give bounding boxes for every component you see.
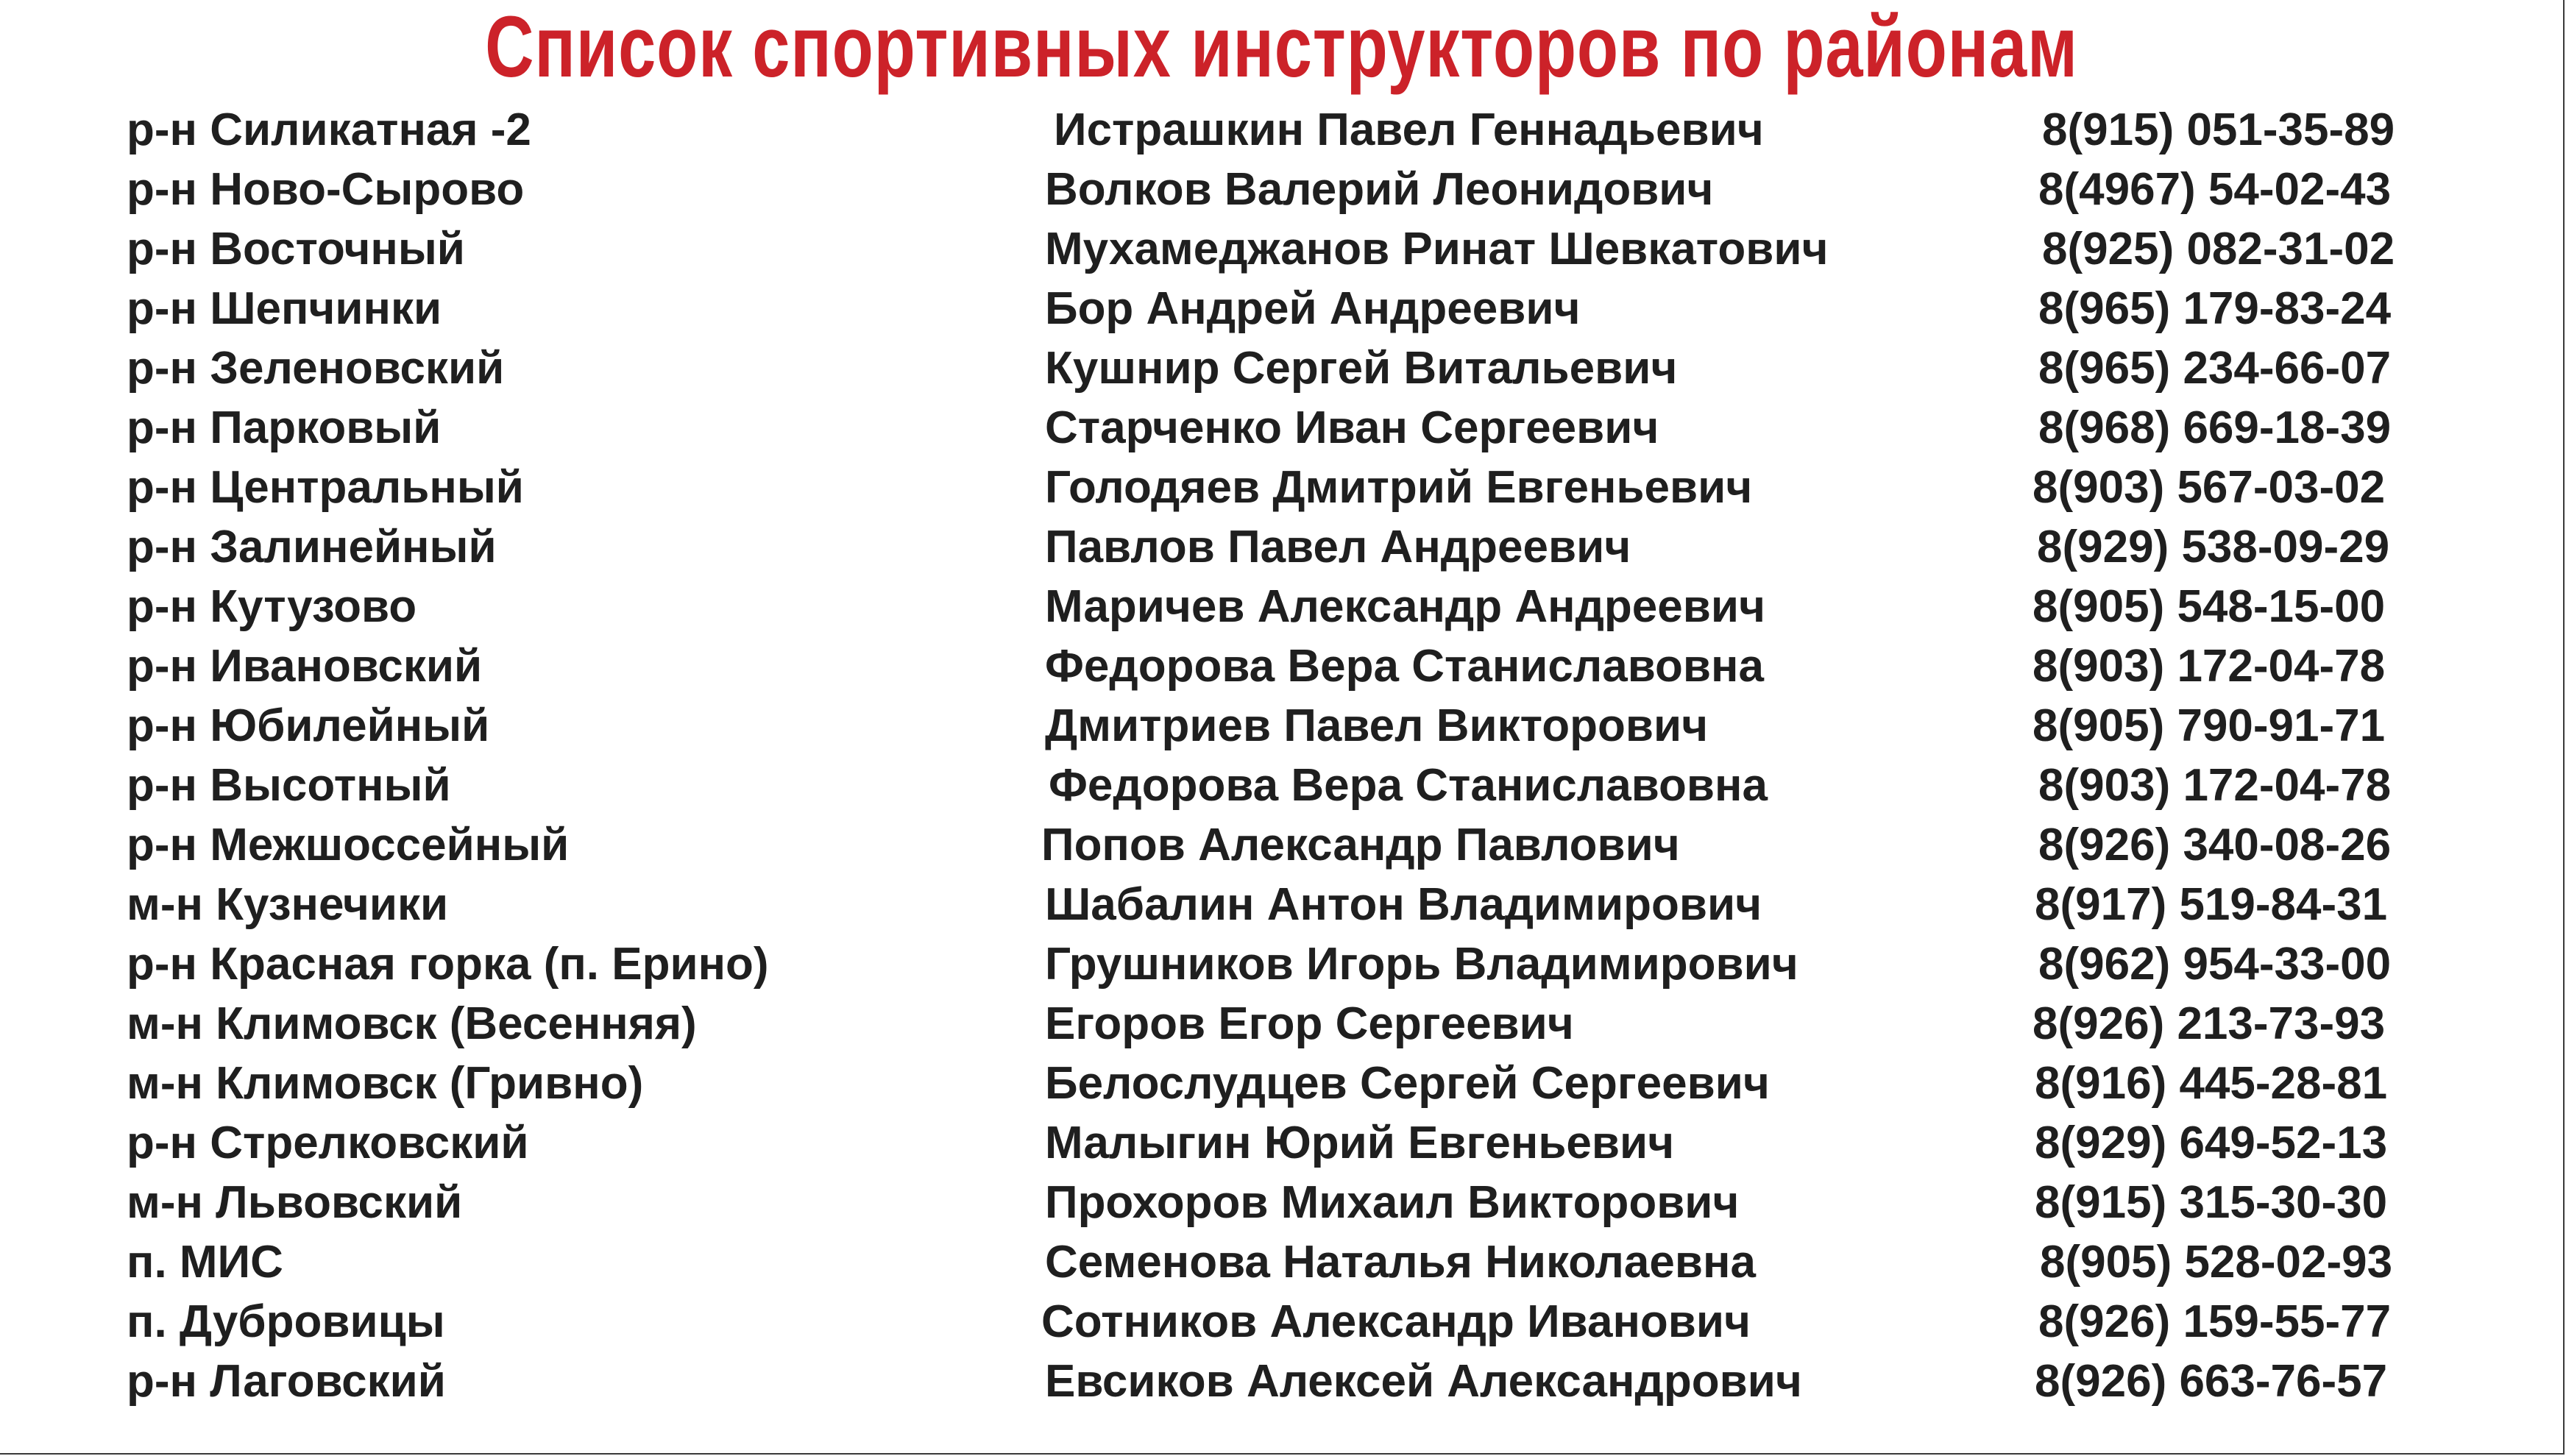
instructor-name: Семенова Наталья Николаевна bbox=[1045, 1237, 1756, 1288]
instructor-name: Старченко Иван Сергеевич bbox=[1045, 402, 1659, 453]
instructor-name: Истрашкин Павел Геннадьевич bbox=[1054, 104, 1764, 155]
district-label: р-н Межшоссейный bbox=[127, 820, 570, 870]
phone-number: 8(915) 315-30-30 bbox=[2035, 1177, 2388, 1228]
instructor-name: Федорова Вера Станиславовна bbox=[1049, 760, 1768, 811]
instructor-name: Шабалин Антон Владимирович bbox=[1045, 879, 1762, 930]
phone-number: 8(965) 234-66-07 bbox=[2038, 343, 2392, 394]
phone-number: 8(926) 663-76-57 bbox=[2035, 1356, 2388, 1407]
district-label: м-н Львовский bbox=[127, 1177, 463, 1228]
instructor-name: Попов Александр Павлович bbox=[1041, 820, 1680, 870]
instructor-name: Волков Валерий Леонидович bbox=[1045, 164, 1714, 215]
list-item bbox=[0, 517, 2563, 577]
instructor-name: Малыгин Юрий Евгеньевич bbox=[1045, 1118, 1675, 1168]
phone-number: 8(4967) 54-02-43 bbox=[2038, 164, 2392, 215]
instructor-name: Евсиков Алексей Александрович bbox=[1045, 1356, 1802, 1407]
list-item bbox=[0, 219, 2563, 279]
phone-number: 8(965) 179-83-24 bbox=[2038, 283, 2392, 334]
district-label: р-н Юбилейный bbox=[127, 700, 490, 751]
district-label: р-н Красная горка (п. Ерино) bbox=[127, 939, 769, 990]
list-item bbox=[0, 994, 2563, 1054]
list-item bbox=[0, 875, 2563, 934]
phone-number: 8(903) 172-04-78 bbox=[2038, 760, 2392, 811]
phone-number: 8(929) 649-52-13 bbox=[2035, 1118, 2388, 1168]
phone-number: 8(926) 159-55-77 bbox=[2038, 1296, 2392, 1347]
instructor-name: Егоров Егор Сергеевич bbox=[1045, 998, 1574, 1049]
district-label: р-н Лаговский bbox=[127, 1356, 446, 1407]
list-item bbox=[0, 458, 2563, 517]
instructor-name: Кушнир Сергей Витальевич bbox=[1045, 343, 1678, 394]
list-item bbox=[0, 756, 2563, 815]
list-item bbox=[0, 160, 2563, 219]
phone-number: 8(905) 528-02-93 bbox=[2040, 1237, 2393, 1288]
district-label: м-н Кузнечики bbox=[127, 879, 449, 930]
list-item bbox=[0, 636, 2563, 696]
district-label: п. МИС bbox=[127, 1237, 283, 1288]
page-title: Список спортивных инструкторов по районам bbox=[485, 0, 2078, 96]
instructor-name: Дмитриев Павел Викторович bbox=[1045, 700, 1709, 751]
phone-number: 8(926) 213-73-93 bbox=[2032, 998, 2386, 1049]
district-label: п. Дубровицы bbox=[127, 1296, 445, 1347]
district-label: р-н Шепчинки bbox=[127, 283, 442, 334]
list-item bbox=[0, 696, 2563, 756]
instructor-name: Голодяев Дмитрий Евгеньевич bbox=[1045, 462, 1753, 513]
list-item bbox=[0, 1113, 2563, 1173]
instructor-name: Мухамеджанов Ринат Шевкатович bbox=[1045, 224, 1829, 274]
list-item bbox=[0, 100, 2563, 160]
phone-number: 8(903) 172-04-78 bbox=[2032, 641, 2386, 692]
list-item bbox=[0, 398, 2563, 458]
list-item bbox=[0, 815, 2563, 875]
phone-number: 8(968) 669-18-39 bbox=[2038, 402, 2392, 453]
instructor-name: Павлов Павел Андреевич bbox=[1045, 522, 1631, 572]
district-label: р-н Ивановский bbox=[127, 641, 483, 692]
instructor-name: Федорова Вера Станиславовна bbox=[1045, 641, 1764, 692]
list-item bbox=[0, 1292, 2563, 1352]
list-item bbox=[0, 1232, 2563, 1292]
district-label: р-н Восточный bbox=[127, 224, 465, 274]
district-label: р-н Кутузово bbox=[127, 581, 417, 632]
district-label: р-н Парковый bbox=[127, 402, 442, 453]
phone-number: 8(929) 538-09-29 bbox=[2037, 522, 2390, 572]
phone-number: 8(915) 051-35-89 bbox=[2042, 104, 2395, 155]
list-item bbox=[0, 934, 2563, 994]
instructor-name: Маричев Александр Андреевич bbox=[1045, 581, 1765, 632]
instructor-name: Бор Андрей Андреевич bbox=[1045, 283, 1581, 334]
instructor-name: Белослудцев Сергей Сергеевич bbox=[1045, 1058, 1770, 1109]
district-label: р-н Центральный bbox=[127, 462, 524, 513]
phone-number: 8(926) 340-08-26 bbox=[2038, 820, 2392, 870]
district-label: р-н Ново-Сырово bbox=[127, 164, 525, 215]
instructor-name: Сотников Александр Иванович bbox=[1041, 1296, 1751, 1347]
district-label: р-н Зеленовский bbox=[127, 343, 505, 394]
list-item bbox=[0, 338, 2563, 398]
list-item bbox=[0, 279, 2563, 338]
district-label: м-н Климовск (Весенняя) bbox=[127, 998, 697, 1049]
phone-number: 8(917) 519-84-31 bbox=[2035, 879, 2388, 930]
district-label: р-н Высотный bbox=[127, 760, 451, 811]
district-label: р-н Стрелковский bbox=[127, 1118, 529, 1168]
district-label: р-н Силикатная -2 bbox=[127, 104, 531, 155]
instructor-name: Грушников Игорь Владимирович bbox=[1045, 939, 1798, 990]
phone-number: 8(916) 445-28-81 bbox=[2035, 1058, 2388, 1109]
phone-number: 8(925) 082-31-02 bbox=[2042, 224, 2395, 274]
instructor-name: Прохоров Михаил Викторович bbox=[1045, 1177, 1740, 1228]
phone-number: 8(903) 567-03-02 bbox=[2032, 462, 2386, 513]
list-item bbox=[0, 577, 2563, 636]
phone-number: 8(905) 548-15-00 bbox=[2032, 581, 2386, 632]
list-item bbox=[0, 1352, 2563, 1411]
list-item bbox=[0, 1054, 2563, 1113]
district-label: р-н Залинейный bbox=[127, 522, 497, 572]
phone-number: 8(905) 790-91-71 bbox=[2032, 700, 2386, 751]
list-item bbox=[0, 1173, 2563, 1232]
phone-number: 8(962) 954-33-00 bbox=[2038, 939, 2392, 990]
district-label: м-н Климовск (Гривно) bbox=[127, 1058, 644, 1109]
